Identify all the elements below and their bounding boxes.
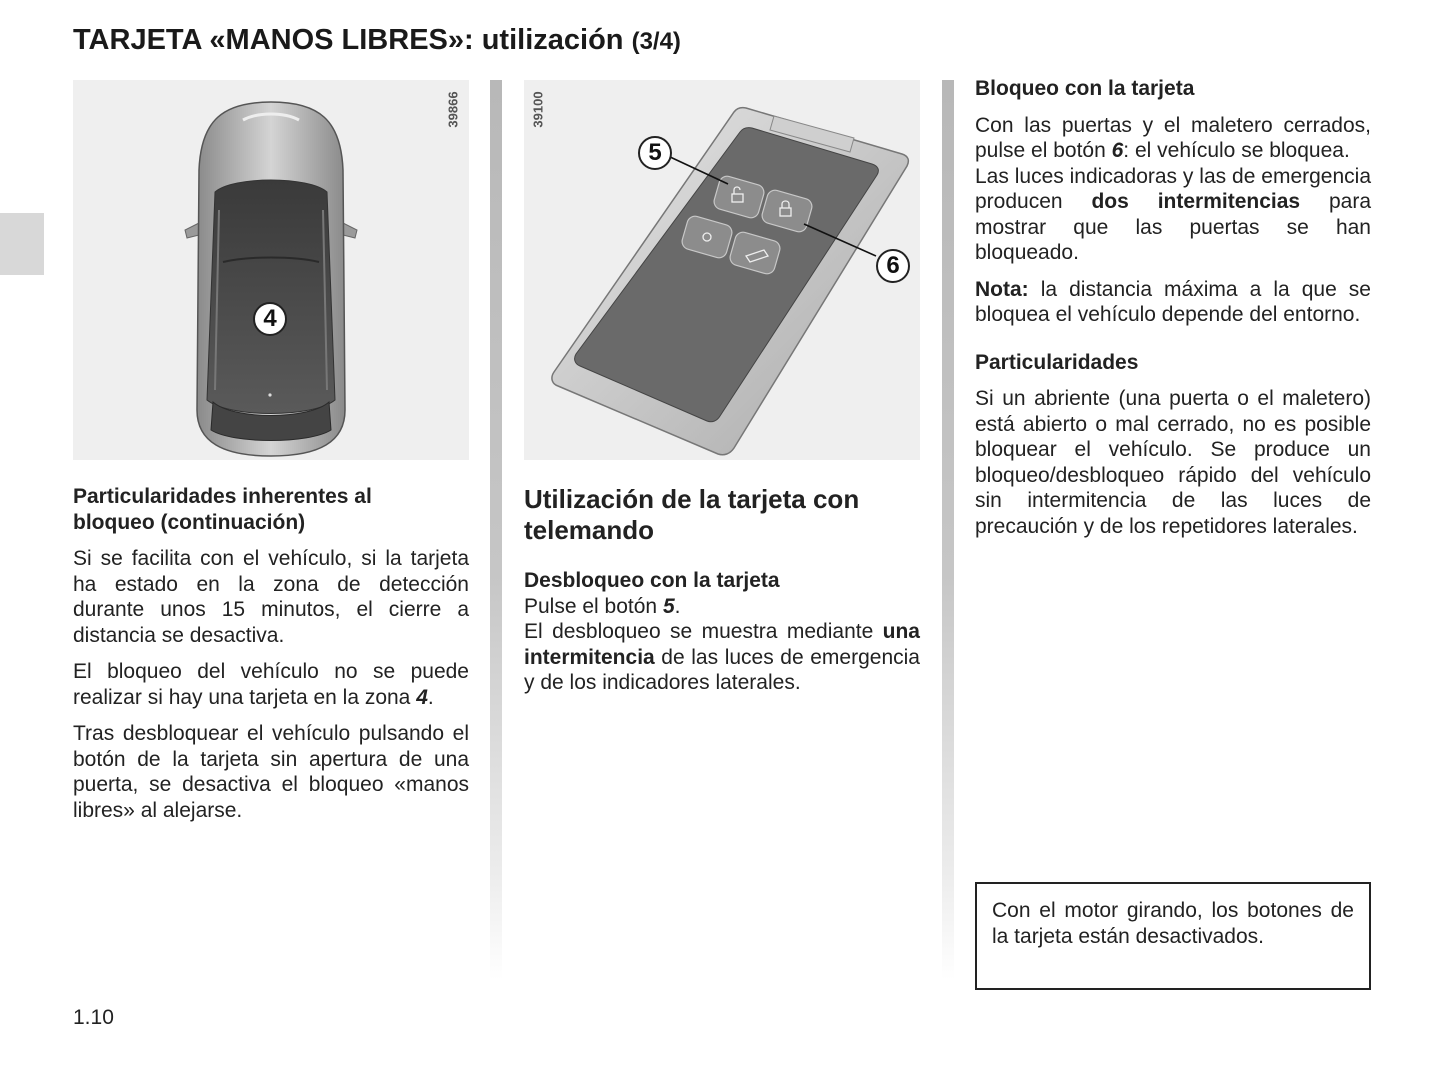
warning-box: Con el motor girando, los botones de la tarjeta están desactivados. [975,882,1371,990]
page-number: 1.10 [73,1006,114,1029]
paragraph: Las luces indicadoras y las de emergencia producen dos intermitencias para mostrar que las puertas se han bloqueado. [975,164,1371,264]
note: Nota: la distancia máxima a la que se bloquea el vehículo depende del entorno. [975,277,1371,326]
car-top-view-figure [73,80,469,460]
column-2 [524,484,920,707]
column-divider [942,80,954,980]
callout-5: 5 [638,136,672,170]
section-tab [0,213,44,275]
figure-code: 39866 [445,91,461,128]
subheading: Desbloqueo con la tarjeta [524,569,780,592]
column-divider [490,80,502,980]
section-heading: Particularidades [975,350,1139,374]
paragraph: Pulse el botón 5. [524,594,681,618]
section-heading: Bloqueo con la tarjeta [975,77,1195,100]
callout-6: 6 [876,249,910,283]
paragraph: Tras desbloquear el vehículo pulsando el botón de la tarjeta sin apertura de una puerta, se desactiva el bloqueo «manos libres» al alejarse. [73,722,469,822]
page-title: TARJETA «MANOS LIBRES»: utilización (3/4) [73,24,681,56]
paragraph: Si un abriente (una puerta o el maletero) está abierto o mal cerrado, no es posible bloquear el vehículo. Se produce un bloqueo/desbloqueo rápido del vehículo sin intermitencia de las luces de precaución y de los repetidores laterales. [975,387,1371,538]
paragraph: Si se facilita con el vehículo, si la tarjeta ha estado en la zona de detección durante unos 15 minutos, el cierre a distancia se desactiva. [73,547,469,647]
figure-code: 39100 [530,91,546,128]
paragraph: El desbloqueo se muestra mediante una intermitencia de las luces de emergencia y de los indicadores laterales. [524,620,920,694]
section-heading: Particularidades inherentes al bloqueo (continuación) [73,485,372,534]
paragraph: El bloqueo del vehículo no se puede realizar si hay una tarjeta en la zona 4. [73,660,469,709]
paragraph: Con las puertas y el maletero cerrados, pulse el botón 6: el vehículo se bloquea. [975,113,1371,162]
column-3 [975,76,1371,550]
column-1 [73,484,469,834]
section-title: Utilización de la tarjeta con telemando [524,484,860,545]
callout-4: 4 [253,302,287,336]
card-figure [524,80,920,460]
